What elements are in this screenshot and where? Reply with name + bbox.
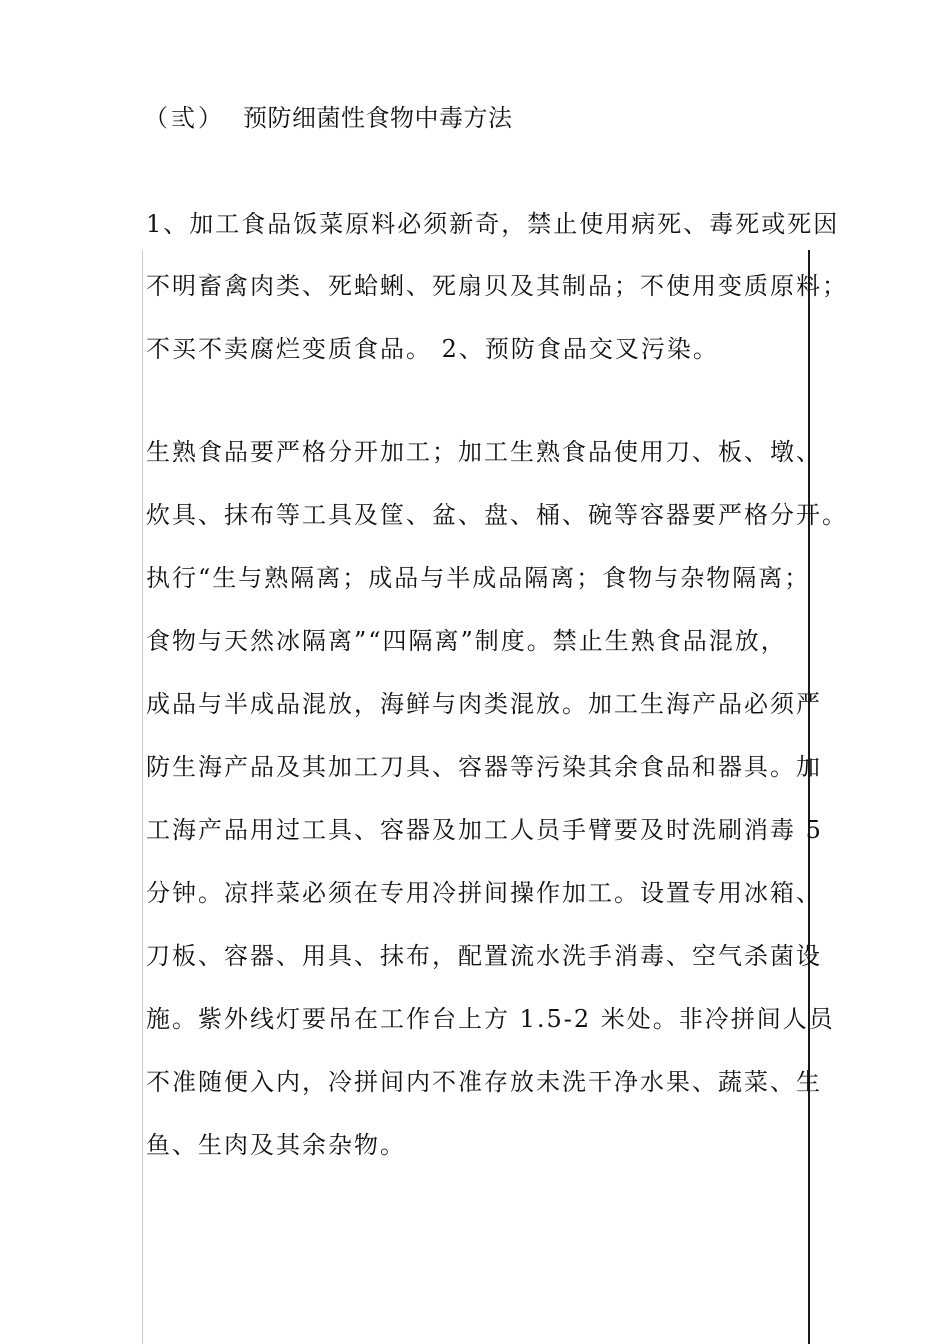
paragraph-line: 不明畜禽肉类、死蛤蜊、死扇贝及其制品；不使用变质原料；: [146, 272, 848, 300]
paragraph-line: 生熟食品要严格分开加工；加工生熟食品使用刀、板、墩、: [146, 438, 822, 466]
paragraph-line: 施。紫外线灯要吊在工作台上方 1.5-2 米处。非冷拼间人员: [146, 1005, 835, 1033]
paragraph-line: 防生海产品及其加工刀具、容器等污染其余食品和器具。加: [146, 753, 822, 781]
section-title: 预防细菌性食物中毒方法: [243, 104, 513, 132]
section-number: （弎）: [144, 104, 225, 132]
paragraph-line: 不准随便入内，冷拼间内不准存放未洗干净水果、蔬菜、生: [146, 1068, 822, 1096]
paragraph-line: 成品与半成品混放，海鲜与肉类混放。加工生海产品必须严: [146, 690, 822, 718]
paragraph-line: 食物与天然冰隔离”“四隔离”制度。禁止生熟食品混放，: [146, 627, 787, 655]
paragraph-line: 刀板、容器、用具、抹布，配置流水洗手消毒、空气杀菌设: [146, 942, 822, 970]
paragraph-line: 鱼、生肉及其余杂物。: [146, 1131, 406, 1159]
paragraph-line: 炊具、抹布等工具及筐、盆、盘、桶、碗等容器要严格分开。: [146, 501, 848, 529]
paragraph-line: 不买不卖腐烂变质食品。 2、预防食品交叉污染。: [146, 335, 719, 363]
page-border-left: [142, 250, 143, 1344]
page-border-right: [808, 250, 810, 1344]
paragraph-line: 工海产品用过工具、容器及加工人员手臂要及时洗刷消毒 5: [146, 816, 823, 844]
section-heading: [144, 100, 513, 136]
paragraph-line: 1、加工食品饭菜原料必须新奇，禁止使用病死、毒死或死因: [146, 210, 840, 238]
paragraph-line: 执行“生与熟隔离；成品与半成品隔离；食物与杂物隔离；: [146, 564, 811, 592]
paragraph-line: 分钟。凉拌菜必须在专用冷拼间操作加工。设置专用冰箱、: [146, 879, 822, 907]
